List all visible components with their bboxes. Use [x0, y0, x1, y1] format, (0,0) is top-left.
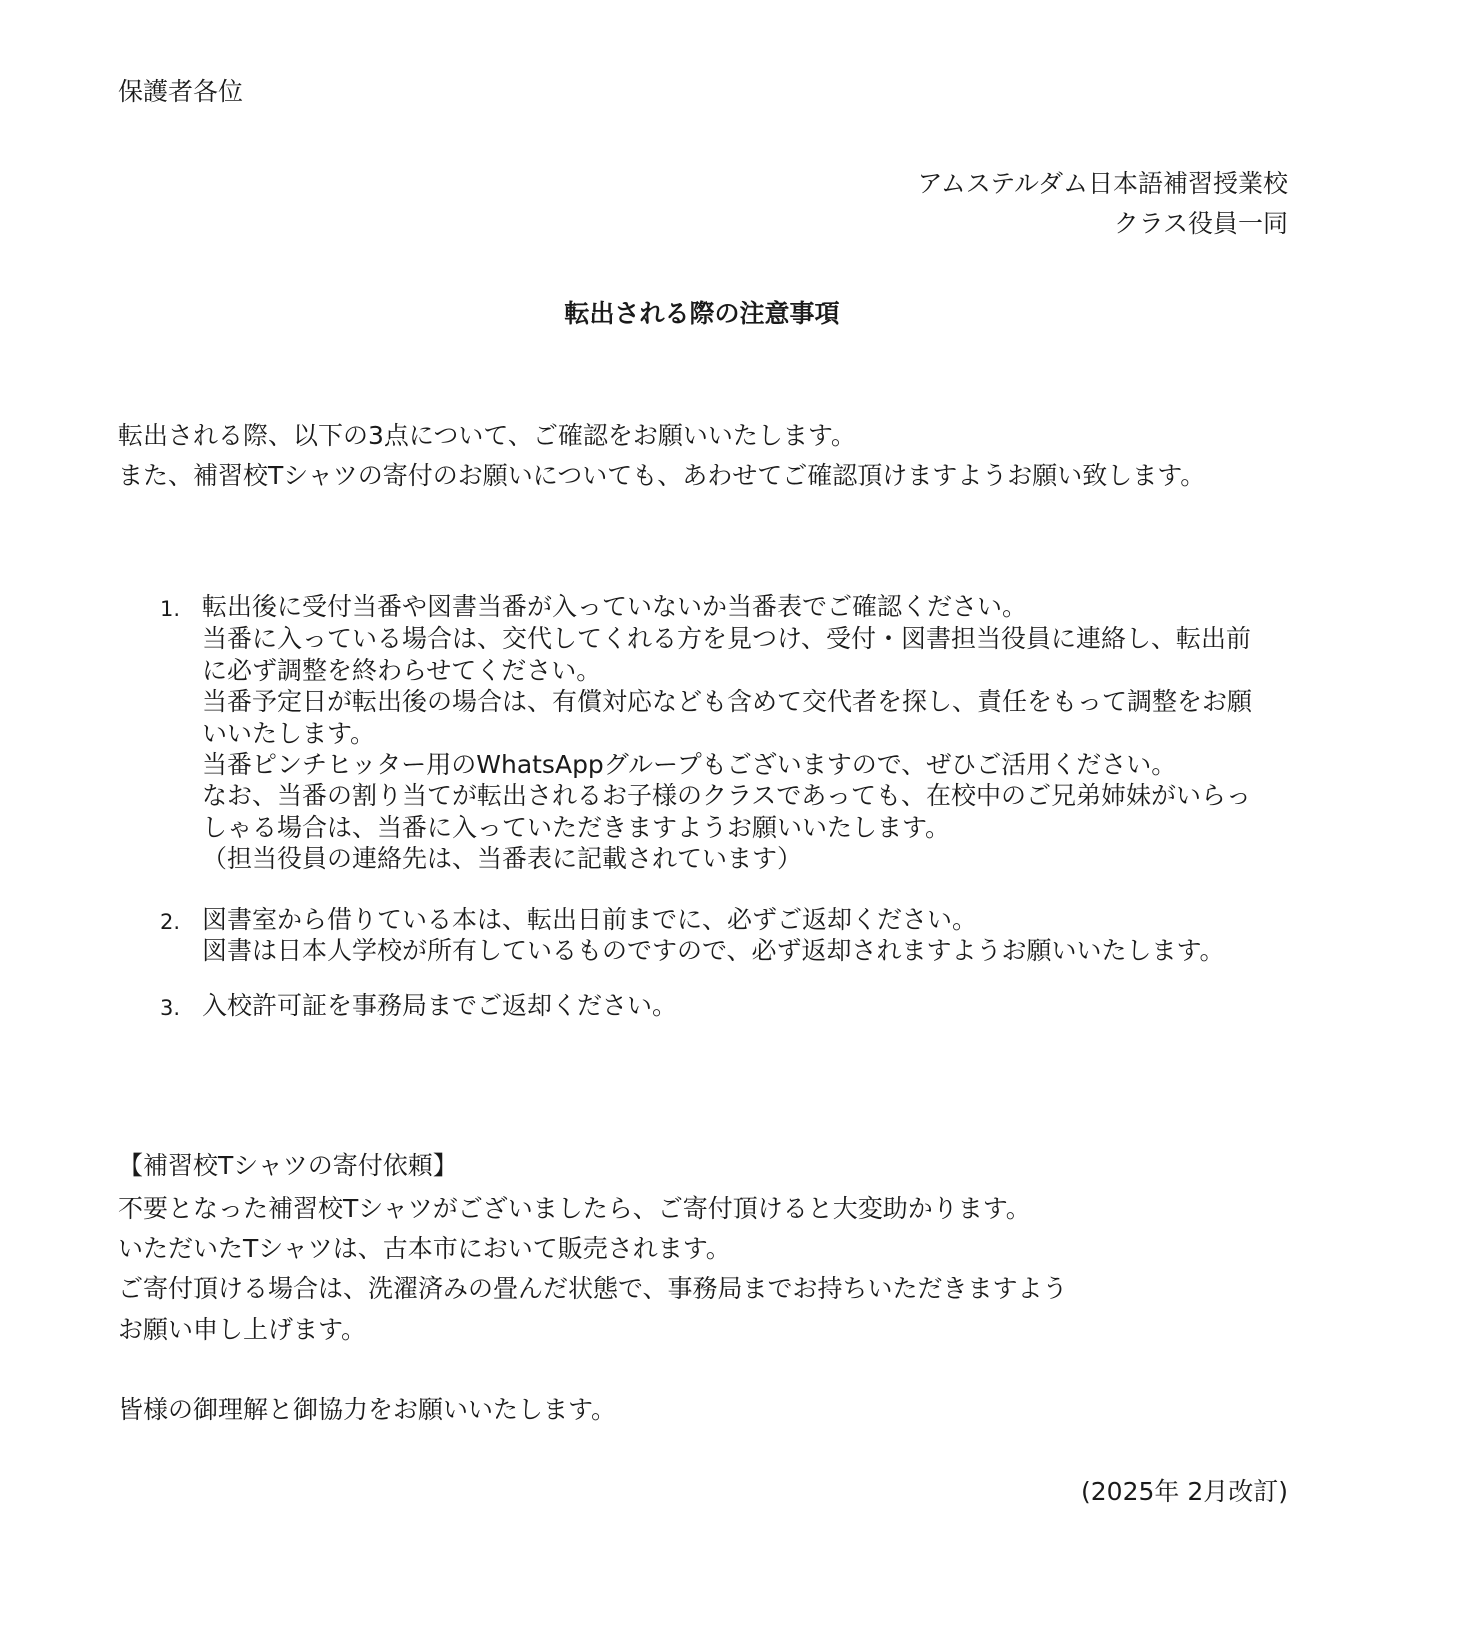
list-item-line: 入校許可証を事務局までご返却ください。 — [202, 991, 678, 1020]
list-item-line: に必ず調整を終わらせてください。 — [202, 656, 602, 685]
list-item-number: 3. — [160, 996, 181, 1020]
list-item-number: 2. — [160, 910, 181, 934]
donation-line: ご寄付頂ける場合は、洗濯済みの畳んだ状態で、事務局までお持ちいただきますよう — [118, 1274, 1068, 1303]
donation-line: 不要となった補習校Tシャツがございましたら、ご寄付頂けると大変助かります。 — [118, 1194, 1031, 1223]
sender-officers: クラス役員一同 — [1113, 209, 1288, 238]
salutation: 保護者各位 — [118, 77, 244, 106]
list-item-line: 当番予定日が転出後の場合は、有償対応なども含めて交代者を探し、責任をもって調整をお願 — [202, 687, 1253, 716]
sender-school: アムステルダム日本語補習授業校 — [917, 169, 1288, 198]
list-item-line: 図書室から借りている本は、転出日前までに、必ずご返却ください。 — [202, 905, 978, 934]
list-item-line: 当番ピンチヒッター用のWhatsAppグループもございますので、ぜひご活用ください。 — [202, 750, 1177, 779]
list-item-line: 当番に入っている場合は、交代してくれる方を見つけ、受付・図書担当役員に連絡し、転出前 — [202, 624, 1252, 653]
intro-line: 転出される際、以下の3点について、ご確認をお願いいたします。 — [118, 421, 856, 450]
list-item-line: いいたします。 — [202, 719, 376, 748]
list-item-line: なお、当番の割り当てが転出されるお子様のクラスであっても、在校中のご兄弟姉妹がいらっ — [202, 781, 1252, 810]
list-item-line: 転出後に受付当番や図書当番が入っていないか当番表でご確認ください。 — [202, 592, 1028, 621]
donation-line: いただいたTシャツは、古本市において販売されます。 — [118, 1234, 731, 1263]
list-item-line: しゃる場合は、当番に入っていただきますようお願いいたします。 — [202, 813, 951, 842]
list-item-line: 図書は日本人学校が所有しているものですので、必ず返却されますようお願いいたします。 — [202, 936, 1225, 965]
donation-line: お願い申し上げます。 — [118, 1315, 367, 1344]
donation-heading: 【補習校Tシャツの寄付依頼】 — [118, 1151, 458, 1180]
list-item-line: （担当役員の連絡先は、当番表に記載されています） — [202, 844, 803, 873]
revision-date: (2025年 2月改訂) — [1081, 1477, 1288, 1506]
list-item-number: 1. — [160, 597, 181, 621]
closing-line: 皆様の御理解と御協力をお願いいたします。 — [118, 1395, 617, 1424]
intro-line: また、補習校Tシャツの寄付のお願いについても、あわせてご確認頂けますようお願い致します。 — [118, 461, 1206, 490]
document-title: 転出される際の注意事項 — [564, 299, 840, 328]
